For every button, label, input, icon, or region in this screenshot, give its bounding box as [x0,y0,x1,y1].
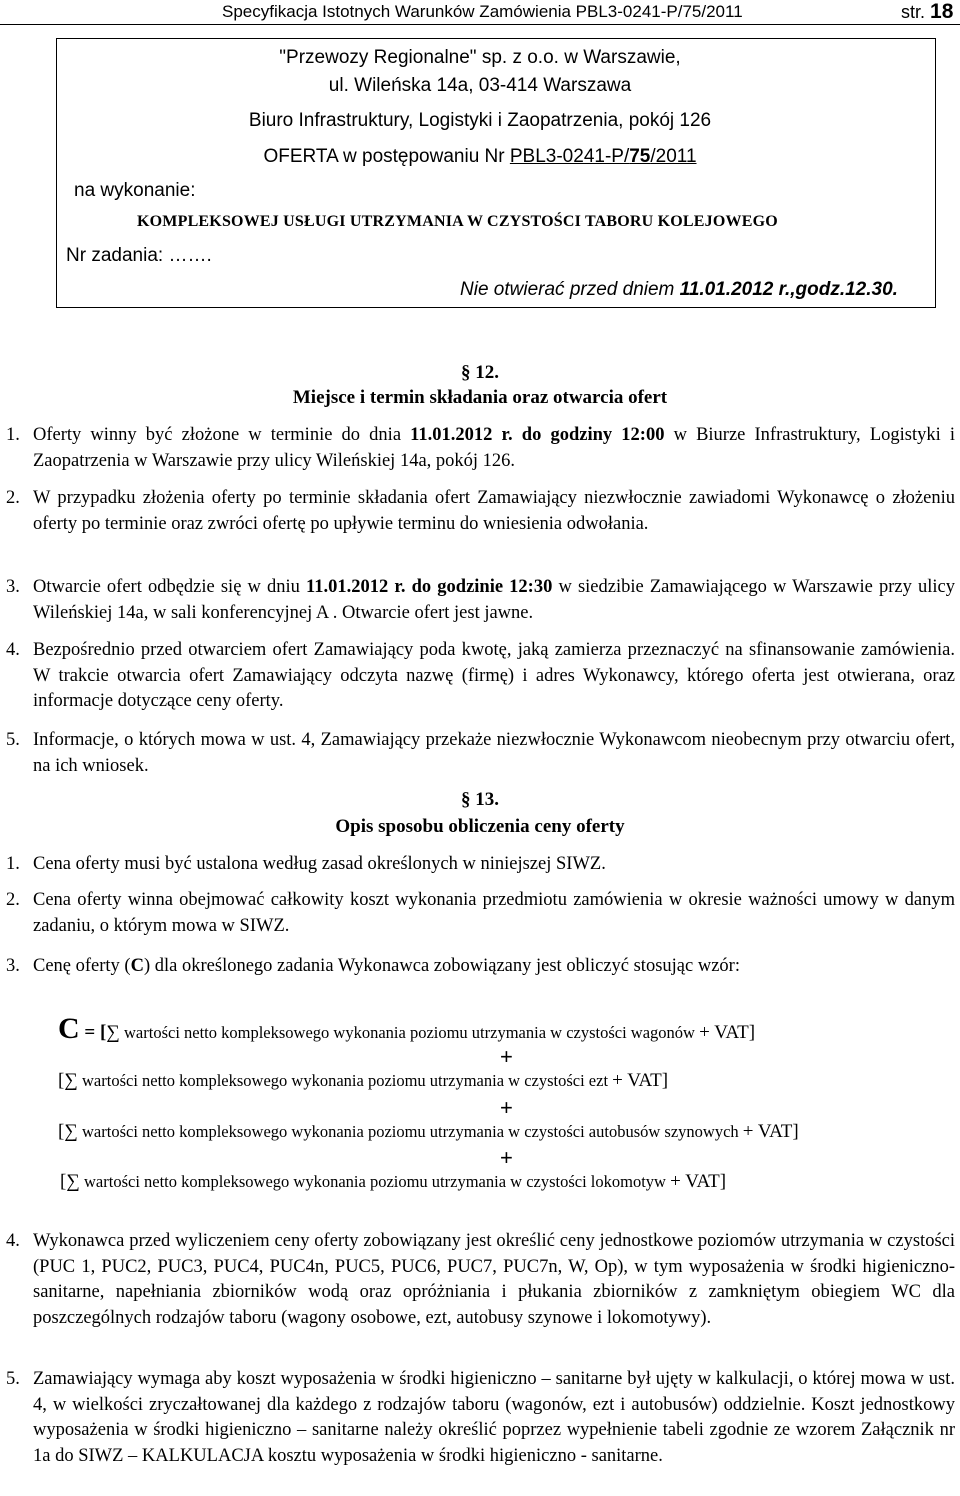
formula-line-1 [58,1012,755,1046]
offer-ref-part-a: PBL3-0241-P/ [509,146,630,167]
s13-paragraph-1 [6,852,955,878]
formula-bracket-3: [ [58,1121,65,1142]
s12-paragraph-5 [6,728,955,779]
s13-p2-number: 2. [6,890,20,910]
s12-p4-text: Bezpośrednio przed otwarciem ofert Zamawiający poda kwotę, jaką zamierza przeznaczyć na sfinansowanie zamówienia. W trakcie otwarcia ofert Zamawiający odczyta nazwę (firmę) i adres Wykonawcy, którego oferta jest otwierana, oraz informacje dotyczące ceny oferty. [33,640,955,711]
na-wykonanie-label: na wykonanie: [74,180,196,201]
s13-paragraph-2 [6,888,955,939]
s12-p1-text-bold: 11.01.2012 r. do godziny 12:00 [410,425,665,445]
s13-paragraph-3 [6,954,955,980]
s13-p5-number: 5. [6,1369,20,1389]
offer-ref-part-b: 75 [629,146,651,167]
offer-ref-part-c: /2011 [650,146,697,167]
formula-vat-1: + VAT] [699,1022,756,1043]
s12-p4-number: 4. [6,640,20,660]
s13-paragraph-5 [6,1367,955,1469]
formula-line-3 [58,1121,799,1143]
formula-vat-2: + VAT] [612,1070,669,1091]
formula-term-lokomotywy: wartości netto kompleksowego wykonania poziomu utrzymania w czystości lokomotyw [79,1172,671,1191]
s13-p4-text: Wykonawca przed wyliczeniem ceny oferty zobowiązany jest określić ceny jednostkowe poziomów utrzymania w czystości (PUC 1, PUC2, PUC3, PUC4, PUC4n, PUC5, PUC6, PUC7, PUC7n, W, Op), w tym wyposażenia w środki higieniczno-sanitarne, napełniania zbiorników wodą oraz opróżniania i płukania zbiorników z zamkniętym obiegiem WC dla poszczególnych rodzajów taboru (wagony osobowe, ezt, autobusy szynowe i lokomotywy). [33,1231,955,1328]
s12-paragraph-4 [6,638,955,715]
box-address-line-1: "Przewozy Regionalne" sp. z o.o. w Warszawie, [279,47,681,68]
s12-paragraph-3 [6,575,955,626]
formula-term-ezt: wartości netto kompleksowego wykonania poziomu utrzymania w czystości ezt [77,1071,613,1090]
sigma-icon: ∑ [64,1121,78,1142]
s12-p1-number: 1. [6,425,20,445]
s12-p2-number: 2. [6,488,20,508]
section-13-title: Opis sposobu obliczenia ceny oferty [335,816,625,837]
notice-date: 11.01.2012 r.,godz.12.30. [679,279,898,300]
formula-c-symbol: C [58,1012,80,1045]
document-header-title: Specyfikacja Istotnych Warunków Zamówienia PBL3-0241-P/75/2011 [222,2,743,21]
offer-prefix: OFERTA w postępowaniu Nr [263,146,510,167]
s13-p2-text: Cena oferty winna obejmować całkowity koszt wykonania przedmiotu zamówienia w okresie ważności umowy w danym zadaniu, o którym mowa w SIWZ. [33,890,955,936]
s13-p3-number: 3. [6,956,20,976]
section-12-number: § 12. [461,362,499,383]
s12-p5-number: 5. [6,730,20,750]
s13-p3-text-bold: C [130,956,144,976]
section-13-number: § 13. [461,789,499,810]
nr-zadania-label: Nr zadania: ……. [66,245,212,266]
page-number-value: 18 [930,0,954,23]
notice-text: Nie otwierać przed dniem [460,279,680,300]
page-prefix: str. [901,2,926,22]
s13-p5-text: Zamawiający wymaga aby koszt wyposażenia w środki higieniczno – sanitarne był ujęty w kalkulacji, o której mowa w ust. 4, w wielkości zryczałtowanej dla każdego z rodzajów taboru (wagonów, ezt i autobusów) oddzielnie. Koszt jednostkowy wyposażenia w środki higieniczno – sanitarne należy określić poprzez wypełnienie tabeli zgodnie ze wzorem Załącznik nr 1a do SIWZ – KALKULACJA kosztu wyposażenia w środki higieniczno - sanitarne. [33,1369,955,1466]
formula-plus-1: + [500,1044,513,1069]
section-12-number-text: 12. [475,362,499,383]
do-not-open-notice [460,279,898,301]
s13-p1-text: Cena oferty musi być ustalona według zasad określonych w niniejszej SIWZ. [33,854,606,874]
header-divider [0,24,960,25]
formula-line-2 [58,1070,668,1092]
s12-p3-number: 3. [6,577,20,597]
s13-p3-text-c: ) dla określonego zadania Wykonawca zobowiązany jest obliczyć stosując wzór: [143,956,740,976]
s12-p2-text: W przypadku złożenia oferty po terminie składania ofert Zamawiający niezwłocznie zawiadomi Wykonawcę o złożeniu oferty po terminie oraz zwróci ofertę po upływie terminu do wniesienia odwołania. [33,488,955,534]
formula-bracket-2: [ [58,1070,65,1091]
sigma-icon: ∑ [106,1022,120,1043]
formula-plus-2: + [500,1095,513,1120]
sigma-icon: ∑ [66,1171,80,1192]
formula-vat-4: + VAT] [670,1171,727,1192]
service-title: KOMPLEKSOWEJ USŁUGI UTRZYMANIA W CZYSTOŚCI TABORU KOLEJOWEGO [137,213,778,230]
formula-plus-3: + [500,1145,513,1170]
formula-term-autobusy: wartości netto kompleksowego wykonania poziomu utrzymania w czystości autobusów szynowych [77,1122,743,1141]
box-address-line-2: ul. Wileńska 14a, 03-414 Warszawa [328,75,632,96]
s12-paragraph-1 [6,423,956,474]
s13-paragraph-4 [6,1229,955,1331]
box-address-line-3: Biuro Infrastruktury, Logistyki i Zaopatrzenia, pokój 126 [248,110,712,131]
formula-term-wagony: wartości netto kompleksowego wykonania poziomu utrzymania w czystości wagonów [119,1023,700,1042]
formula-bracket-4: [ [60,1171,67,1192]
s13-p1-number: 1. [6,854,20,874]
s12-p3-text-c: w siedzibie Zamawiającego w Warszawie przy ulicy Wileńskiej 14a, w sali konferencyjnej A . Otwarcie ofert jest jawne. [33,577,955,623]
page-number [901,0,953,24]
sigma-icon: ∑ [64,1070,78,1091]
section-12-title: Miejsce i termin składania oraz otwarcia ofert [292,387,668,408]
s12-p3-text-bold: 11.01.2012 r. do godzinie 12:30 [306,577,553,597]
s12-p5-text: Informacje, o których mowa w ust. 4, Zamawiający przekaże niezwłocznie Wykonawcom nieobecnym przy otwarciu ofert, na ich wniosek. [33,730,955,776]
formula-vat-3: + VAT] [742,1121,799,1142]
s12-p3-text-a: Otwarcie ofert odbędzie się w dniu [33,577,307,597]
formula-line-4 [60,1171,726,1193]
s12-p1-text-c: w Biurze Infrastruktury, Logistyki i Zaopatrzenia w Warszawie przy ulicy Wileńskiej 14a, pokój 126. [33,425,956,471]
box-offer-line [0,146,960,168]
s13-p4-number: 4. [6,1231,20,1251]
s12-p1-text-a: Oferty winny być złożone w terminie do dnia [33,425,411,445]
formula-equals: = [ [79,1022,107,1043]
section-13-number-text: 13. [475,789,499,810]
s12-paragraph-2 [6,486,955,537]
s13-p3-text-a: Cenę oferty ( [33,956,131,976]
offer-reference [510,146,697,167]
